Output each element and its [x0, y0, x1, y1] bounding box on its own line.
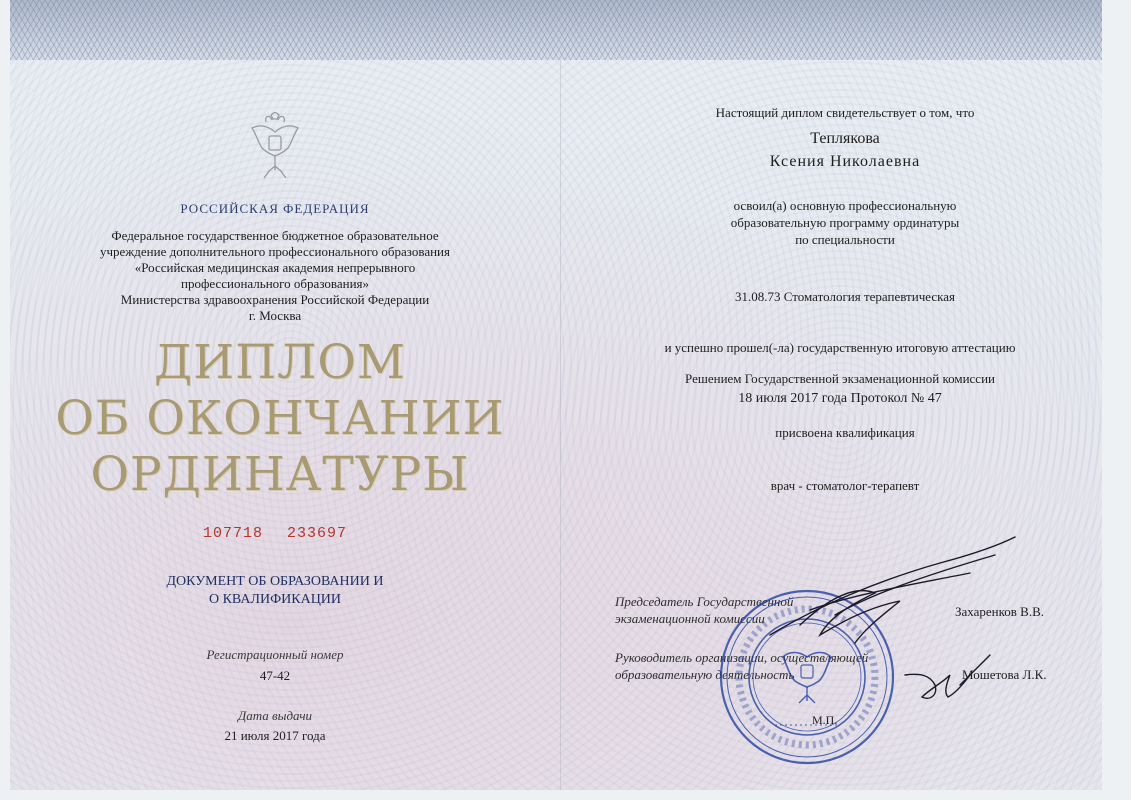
document-type-line: О КВАЛИФИКАЦИИ — [208, 592, 342, 607]
double-headed-eagle-emblem-icon — [244, 112, 306, 184]
serial-number — [170, 525, 380, 542]
role-line: образовательную деятельность — [615, 667, 795, 682]
issue-date-label: Дата выдачи — [237, 708, 313, 723]
issue-date: 21 июля 2017 года — [224, 728, 326, 743]
institution-line: учреждение дополнительного профессионального образования — [99, 244, 450, 259]
center-fold — [560, 60, 561, 790]
institution-name — [70, 228, 480, 324]
role-line: Председатель Государственной — [615, 594, 794, 609]
seal-place-mark: М.П. — [812, 713, 838, 727]
serial-no: 233697 — [287, 525, 348, 542]
signatory-head-name: Мошетова Л.К. — [962, 667, 1047, 682]
program-line: освоил(а) основную профессиональную — [733, 198, 957, 213]
document-type — [120, 573, 430, 609]
decision-line: Решением Государственной экзаменационной комиссии — [685, 371, 995, 386]
graduate-given-names: Ксения Николаевна — [769, 153, 921, 170]
institution-line: Федеральное государственное бюджетное образовательное — [111, 228, 439, 243]
registration-number: 47-42 — [259, 668, 291, 683]
program-line: по специальности — [795, 232, 895, 247]
diploma-title — [50, 335, 510, 503]
role-line: Руководитель организации, осуществляющей — [615, 650, 869, 665]
program-statement — [630, 197, 1060, 248]
serial-series: 107718 — [202, 525, 263, 542]
institution-line: г. Москва — [248, 308, 302, 323]
registration-label: Регистрационный номер — [206, 647, 344, 662]
document-type-line: ДОКУМЕНТ ОБ ОБРАЗОВАНИИ И — [166, 574, 384, 589]
title-line: ОБ ОКОНЧАНИИ — [55, 391, 505, 446]
institution-line: «Российская медицинская академия непрерывного — [134, 260, 416, 275]
title-line: ОРДИНАТУРЫ — [90, 447, 470, 502]
institution-line: профессионального образования» — [180, 276, 370, 291]
decision-protocol: 18 июля 2017 года Протокол № 47 — [738, 391, 942, 406]
certification-intro: Настоящий диплом свидетельствует о том, что — [715, 105, 975, 120]
signatory-chair-name: Захаренков В.В. — [955, 604, 1044, 619]
qualification-value: врач - стоматолог-терапевт — [770, 478, 920, 493]
program-line: образовательную программу ординатуры — [730, 215, 960, 230]
attestation-statement: и успешно прошел(-ла) государственную итоговую аттестацию — [664, 340, 1016, 355]
role-line: экзаменационной комиссии — [615, 611, 765, 626]
institution-line: Министерства здравоохранения Российской Федерации — [120, 292, 430, 307]
specialty: 31.08.73 Стоматология терапевтическая — [735, 289, 955, 304]
handwritten-signature-icon — [760, 525, 1020, 735]
title-line: ДИПЛОМ — [153, 335, 407, 390]
graduate-surname: Теплякова — [810, 130, 880, 147]
decorative-guilloche-band — [10, 0, 1102, 60]
qualification-label: присвоена квалификация — [775, 425, 915, 440]
country-heading: РОССИЙСКАЯ ФЕДЕРАЦИЯ — [180, 201, 370, 216]
commission-decision — [600, 369, 1080, 409]
